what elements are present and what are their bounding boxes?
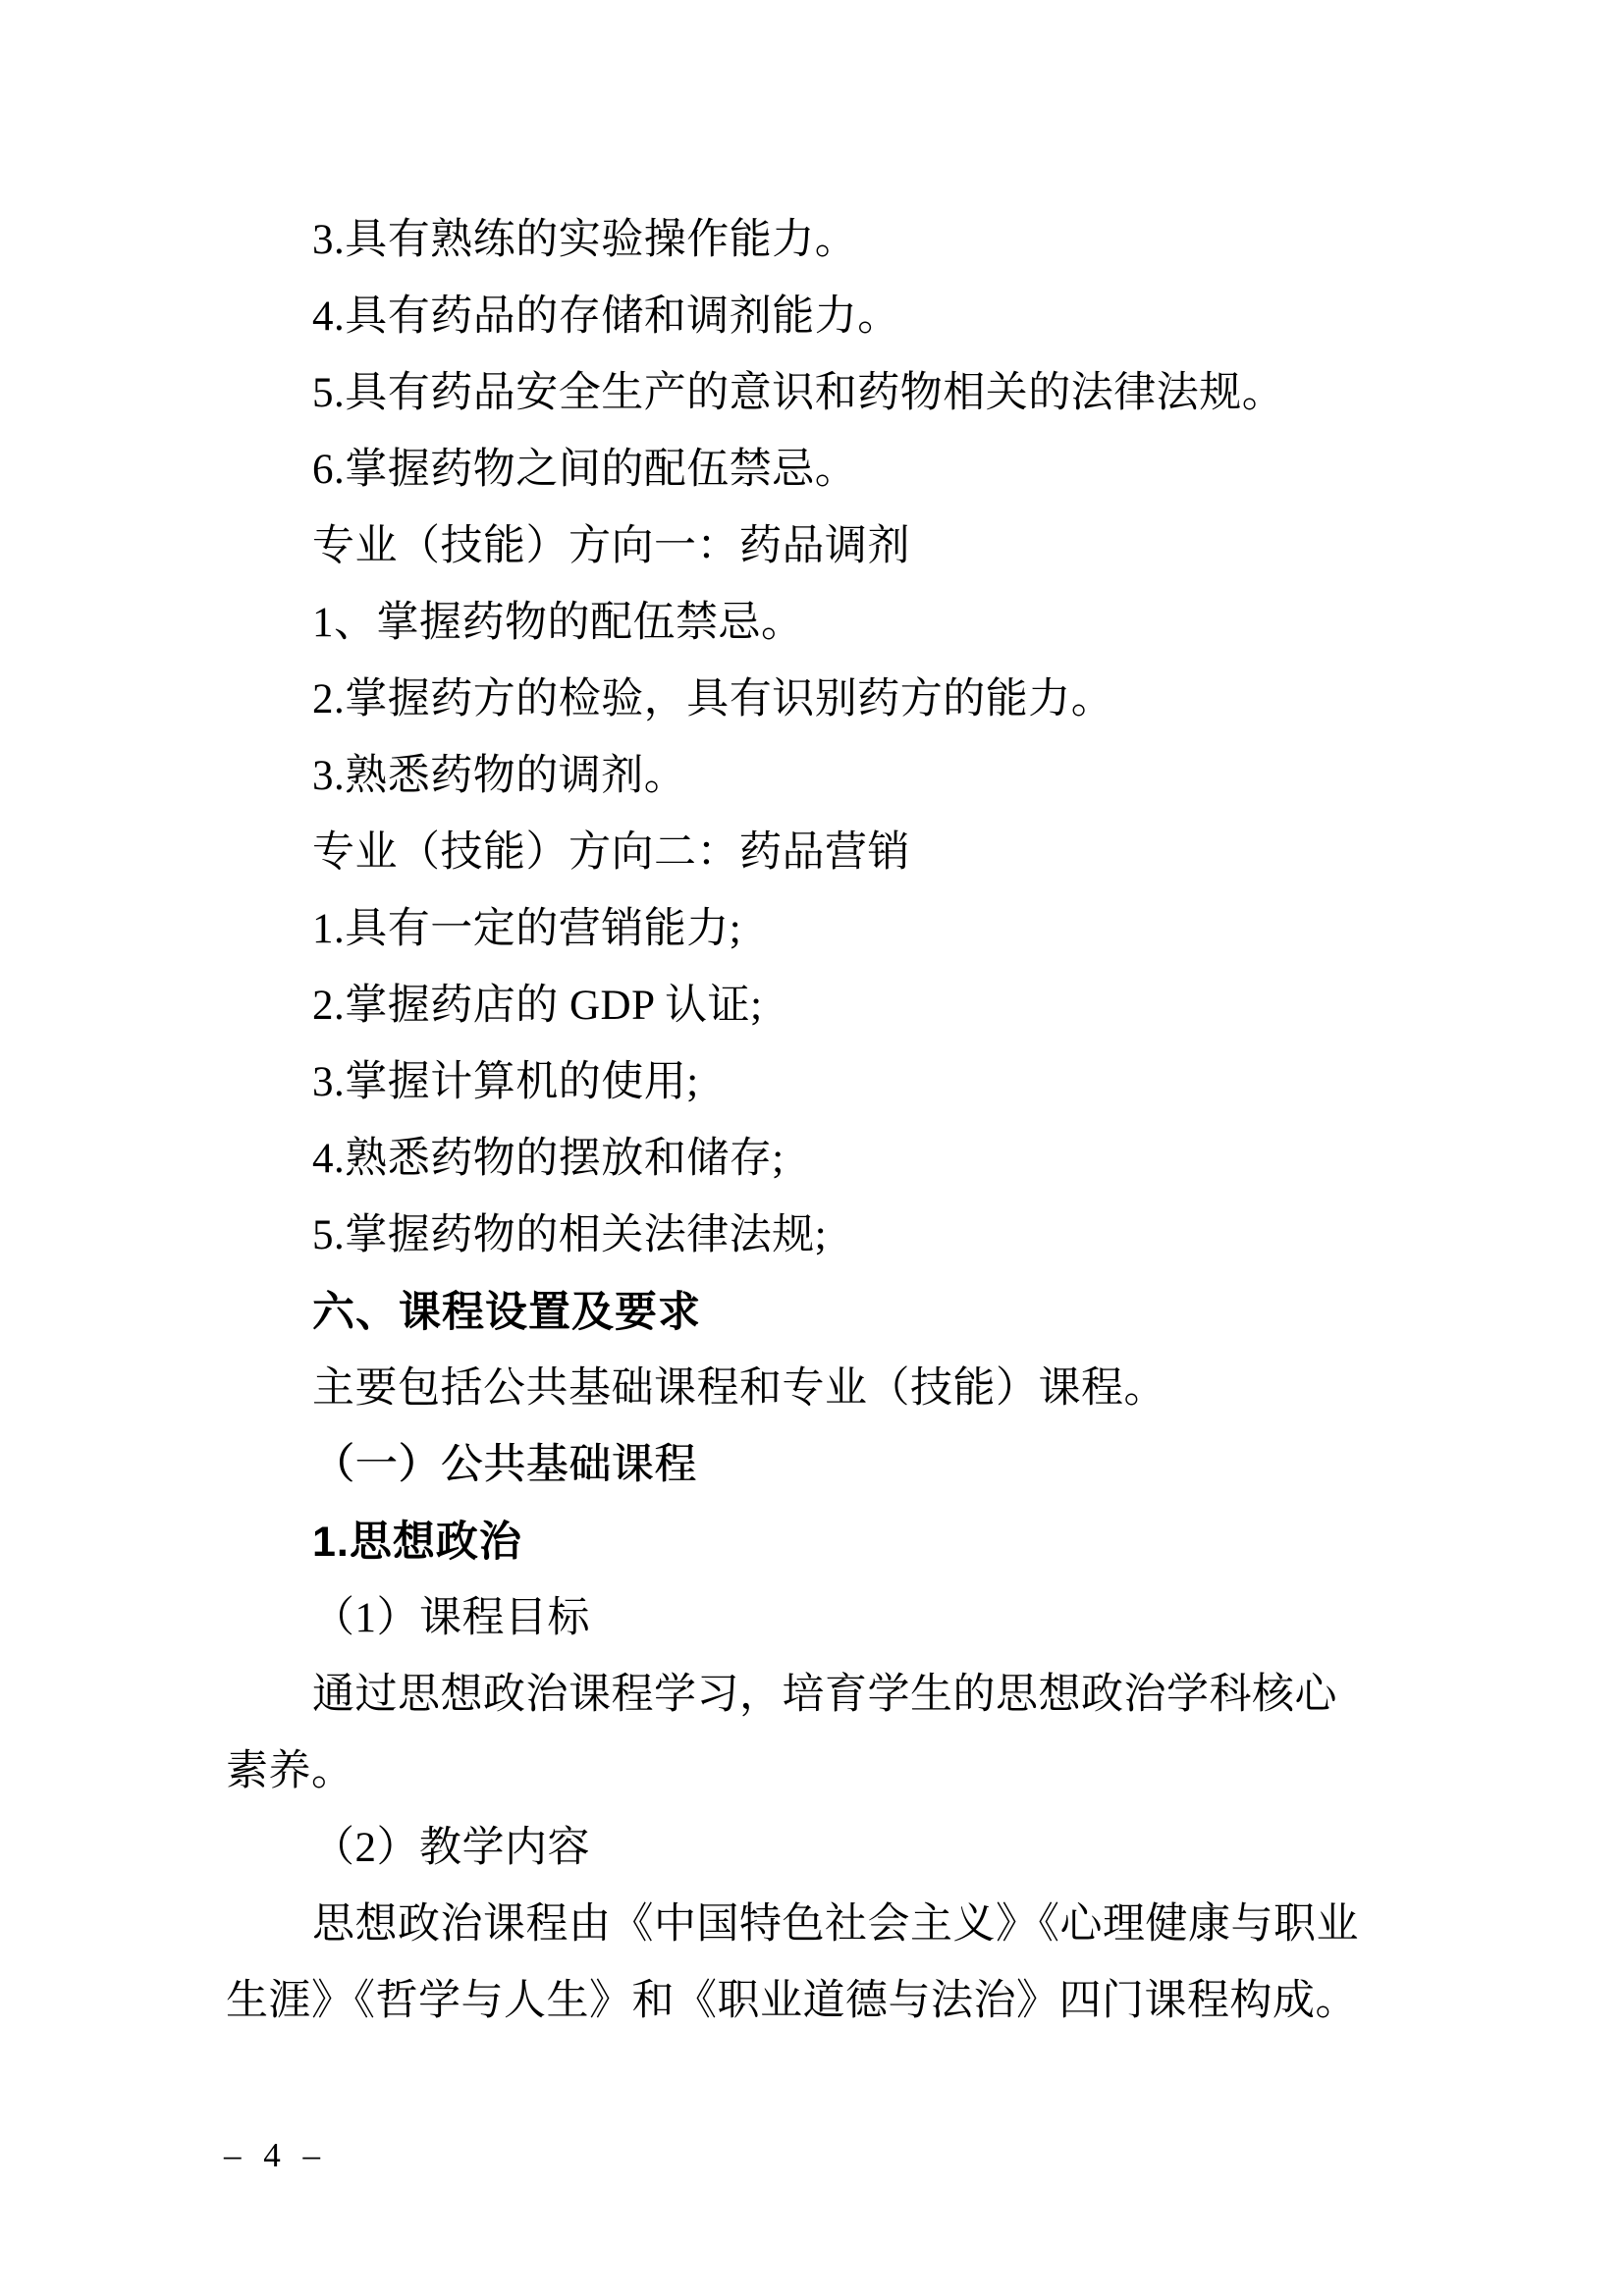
course-goal-line-1: 通过思想政治课程学习，培育学生的思想政治学科核心 [312, 1672, 1337, 1718]
knowledge-item-5: 5.具有药品安全生产的意识和药物相关的法律法规。 [312, 370, 1285, 416]
course-heading-ideology: 1.思想政治 [312, 1519, 522, 1566]
teaching-content-line-1: 思想政治课程由《中国特色社会主义》《心理健康与职业 [312, 1901, 1359, 1948]
direction2-item-1: 1.具有一定的营销能力; [312, 906, 742, 952]
direction1-item-3: 3.熟悉药物的调剂。 [312, 753, 687, 799]
knowledge-item-6: 6.掌握药物之间的配伍禁忌。 [312, 447, 858, 493]
direction2-item-5: 5.掌握药物的相关法律法规; [312, 1212, 828, 1258]
direction2-item-2: 2.掌握药店的 GDP 认证; [312, 983, 763, 1029]
direction2-item-3: 3.掌握计算机的使用; [312, 1059, 699, 1105]
course-goal-heading: （1）课程目标 [312, 1595, 590, 1641]
courses-intro-line: 主要包括公共基础课程和专业（技能）课程。 [312, 1365, 1166, 1412]
direction1-item-1: 1、掌握药物的配伍禁忌。 [312, 600, 804, 646]
skill-direction-2-heading: 专业（技能）方向二：药品营销 [312, 829, 910, 876]
subsection-heading-public-basic-courses: （一）公共基础课程 [312, 1442, 697, 1488]
teaching-content-line-2: 生涯》《哲学与人生》和《职业道德与法治》四门课程构成。 [226, 1978, 1358, 2024]
course-goal-line-2: 素养。 [226, 1748, 354, 1794]
knowledge-item-4: 4.具有药品的存储和调剂能力。 [312, 294, 900, 340]
teaching-content-heading: （2）教学内容 [312, 1825, 590, 1871]
direction2-item-4: 4.熟悉药物的摆放和储存; [312, 1136, 785, 1182]
skill-direction-1-heading: 专业（技能）方向一：药品调剂 [312, 523, 910, 569]
section-heading-courses: 六、课程设置及要求 [312, 1289, 701, 1336]
document-body [226, 202, 1414, 2040]
knowledge-item-3: 3.具有熟练的实验操作能力。 [312, 217, 858, 263]
page-number: – 4 – [224, 2136, 327, 2174]
direction1-item-2: 2.掌握药方的检验，具有识别药方的能力。 [312, 676, 1114, 722]
